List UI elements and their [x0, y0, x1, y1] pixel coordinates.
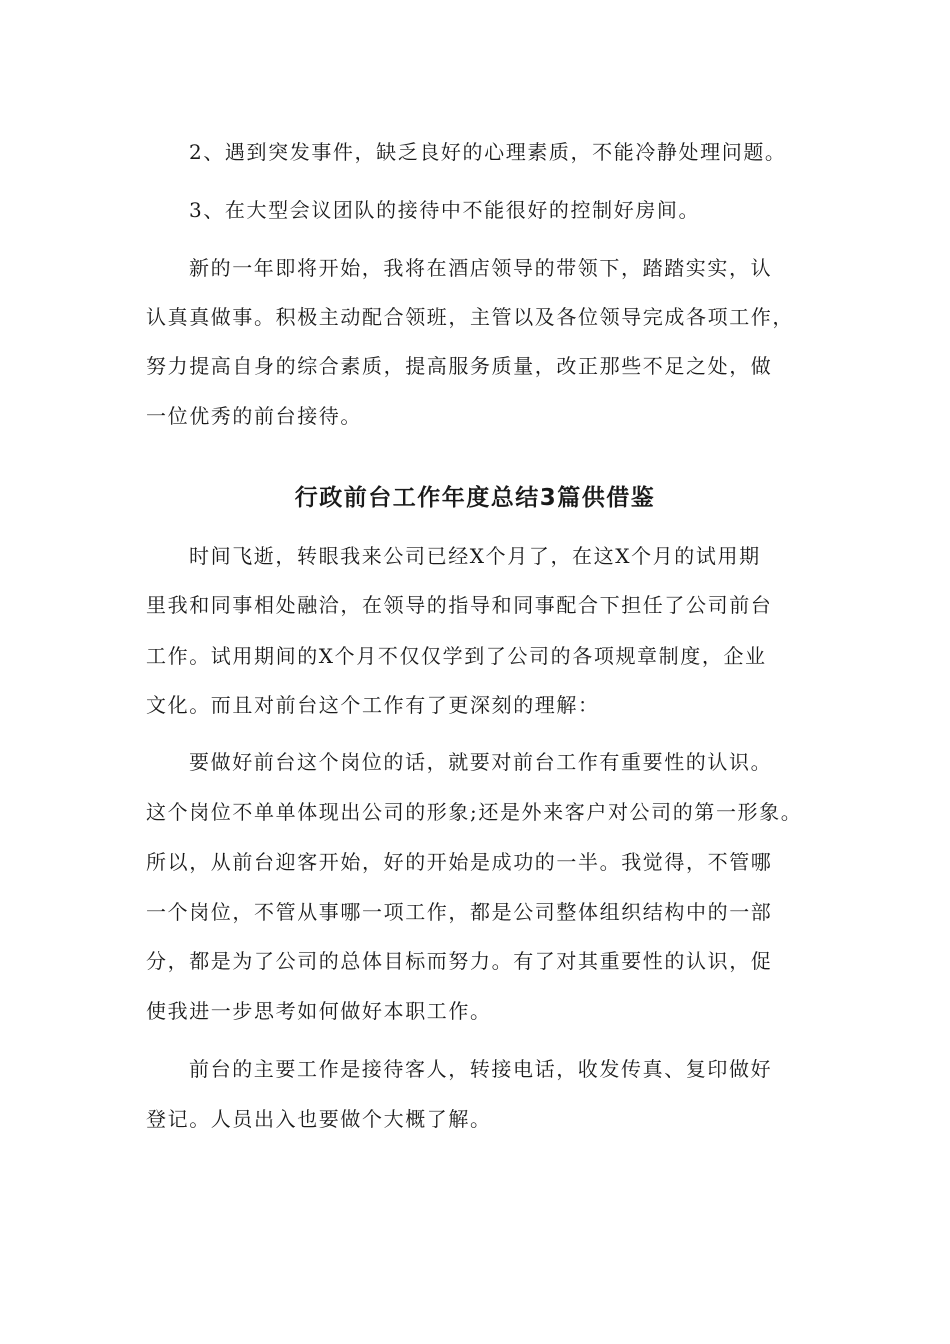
paragraph-line: 使我进一步思考如何做好本职工作。	[146, 999, 492, 1023]
paragraph-line: 工作。试用期间的X个月不仅仅学到了公司的各项规章制度，企业	[146, 644, 767, 668]
paragraph-line: 认真真做事。积极主动配合领班，主管以及各位领导完成各项工作，	[146, 305, 794, 329]
paragraph-line: 里我和同事相处融洽，在领导的指导和同事配合下担任了公司前台	[146, 593, 773, 617]
paragraph-line: 时间飞逝，转眼我来公司已经X个月了，在这X个月的试用期	[189, 544, 761, 568]
section-title: 行政前台工作年度总结3篇供借鉴	[294, 485, 656, 511]
paragraph-line: 要做好前台这个岗位的话，就要对前台工作有重要性的认识。	[189, 750, 773, 774]
paragraph-line: 文化。而且对前台这个工作有了更深刻的理解：	[146, 693, 600, 717]
paragraph-line: 3、在大型会议团队的接待中不能很好的控制好房间。	[189, 198, 701, 222]
paragraph-line: 新的一年即将开始，我将在酒店领导的带领下，踏踏实实，认	[189, 256, 773, 280]
paragraph-line: 分，都是为了公司的总体目标而努力。有了对其重要性的认识，促	[146, 949, 773, 973]
paragraph-line: 前台的主要工作是接待客人，转接电话，收发传真、复印做好	[189, 1057, 773, 1081]
paragraph-line: 这个岗位不单单体现出公司的形象;还是外来客户对公司的第一形象。	[146, 800, 803, 824]
paragraph-line: 努力提高自身的综合素质，提高服务质量，改正那些不足之处，做	[146, 354, 773, 378]
paragraph-line: 所以，从前台迎客开始，好的开始是成功的一半。我觉得，不管哪	[146, 850, 773, 874]
paragraph-line: 登记。人员出入也要做个大概了解。	[146, 1107, 492, 1131]
paragraph-line: 2、遇到突发事件，缺乏良好的心理素质，不能冷静处理问题。	[189, 140, 787, 164]
paragraph-line: 一位优秀的前台接待。	[146, 404, 362, 428]
paragraph-line: 一个岗位，不管从事哪一项工作，都是公司整体组织结构中的一部	[146, 900, 773, 924]
